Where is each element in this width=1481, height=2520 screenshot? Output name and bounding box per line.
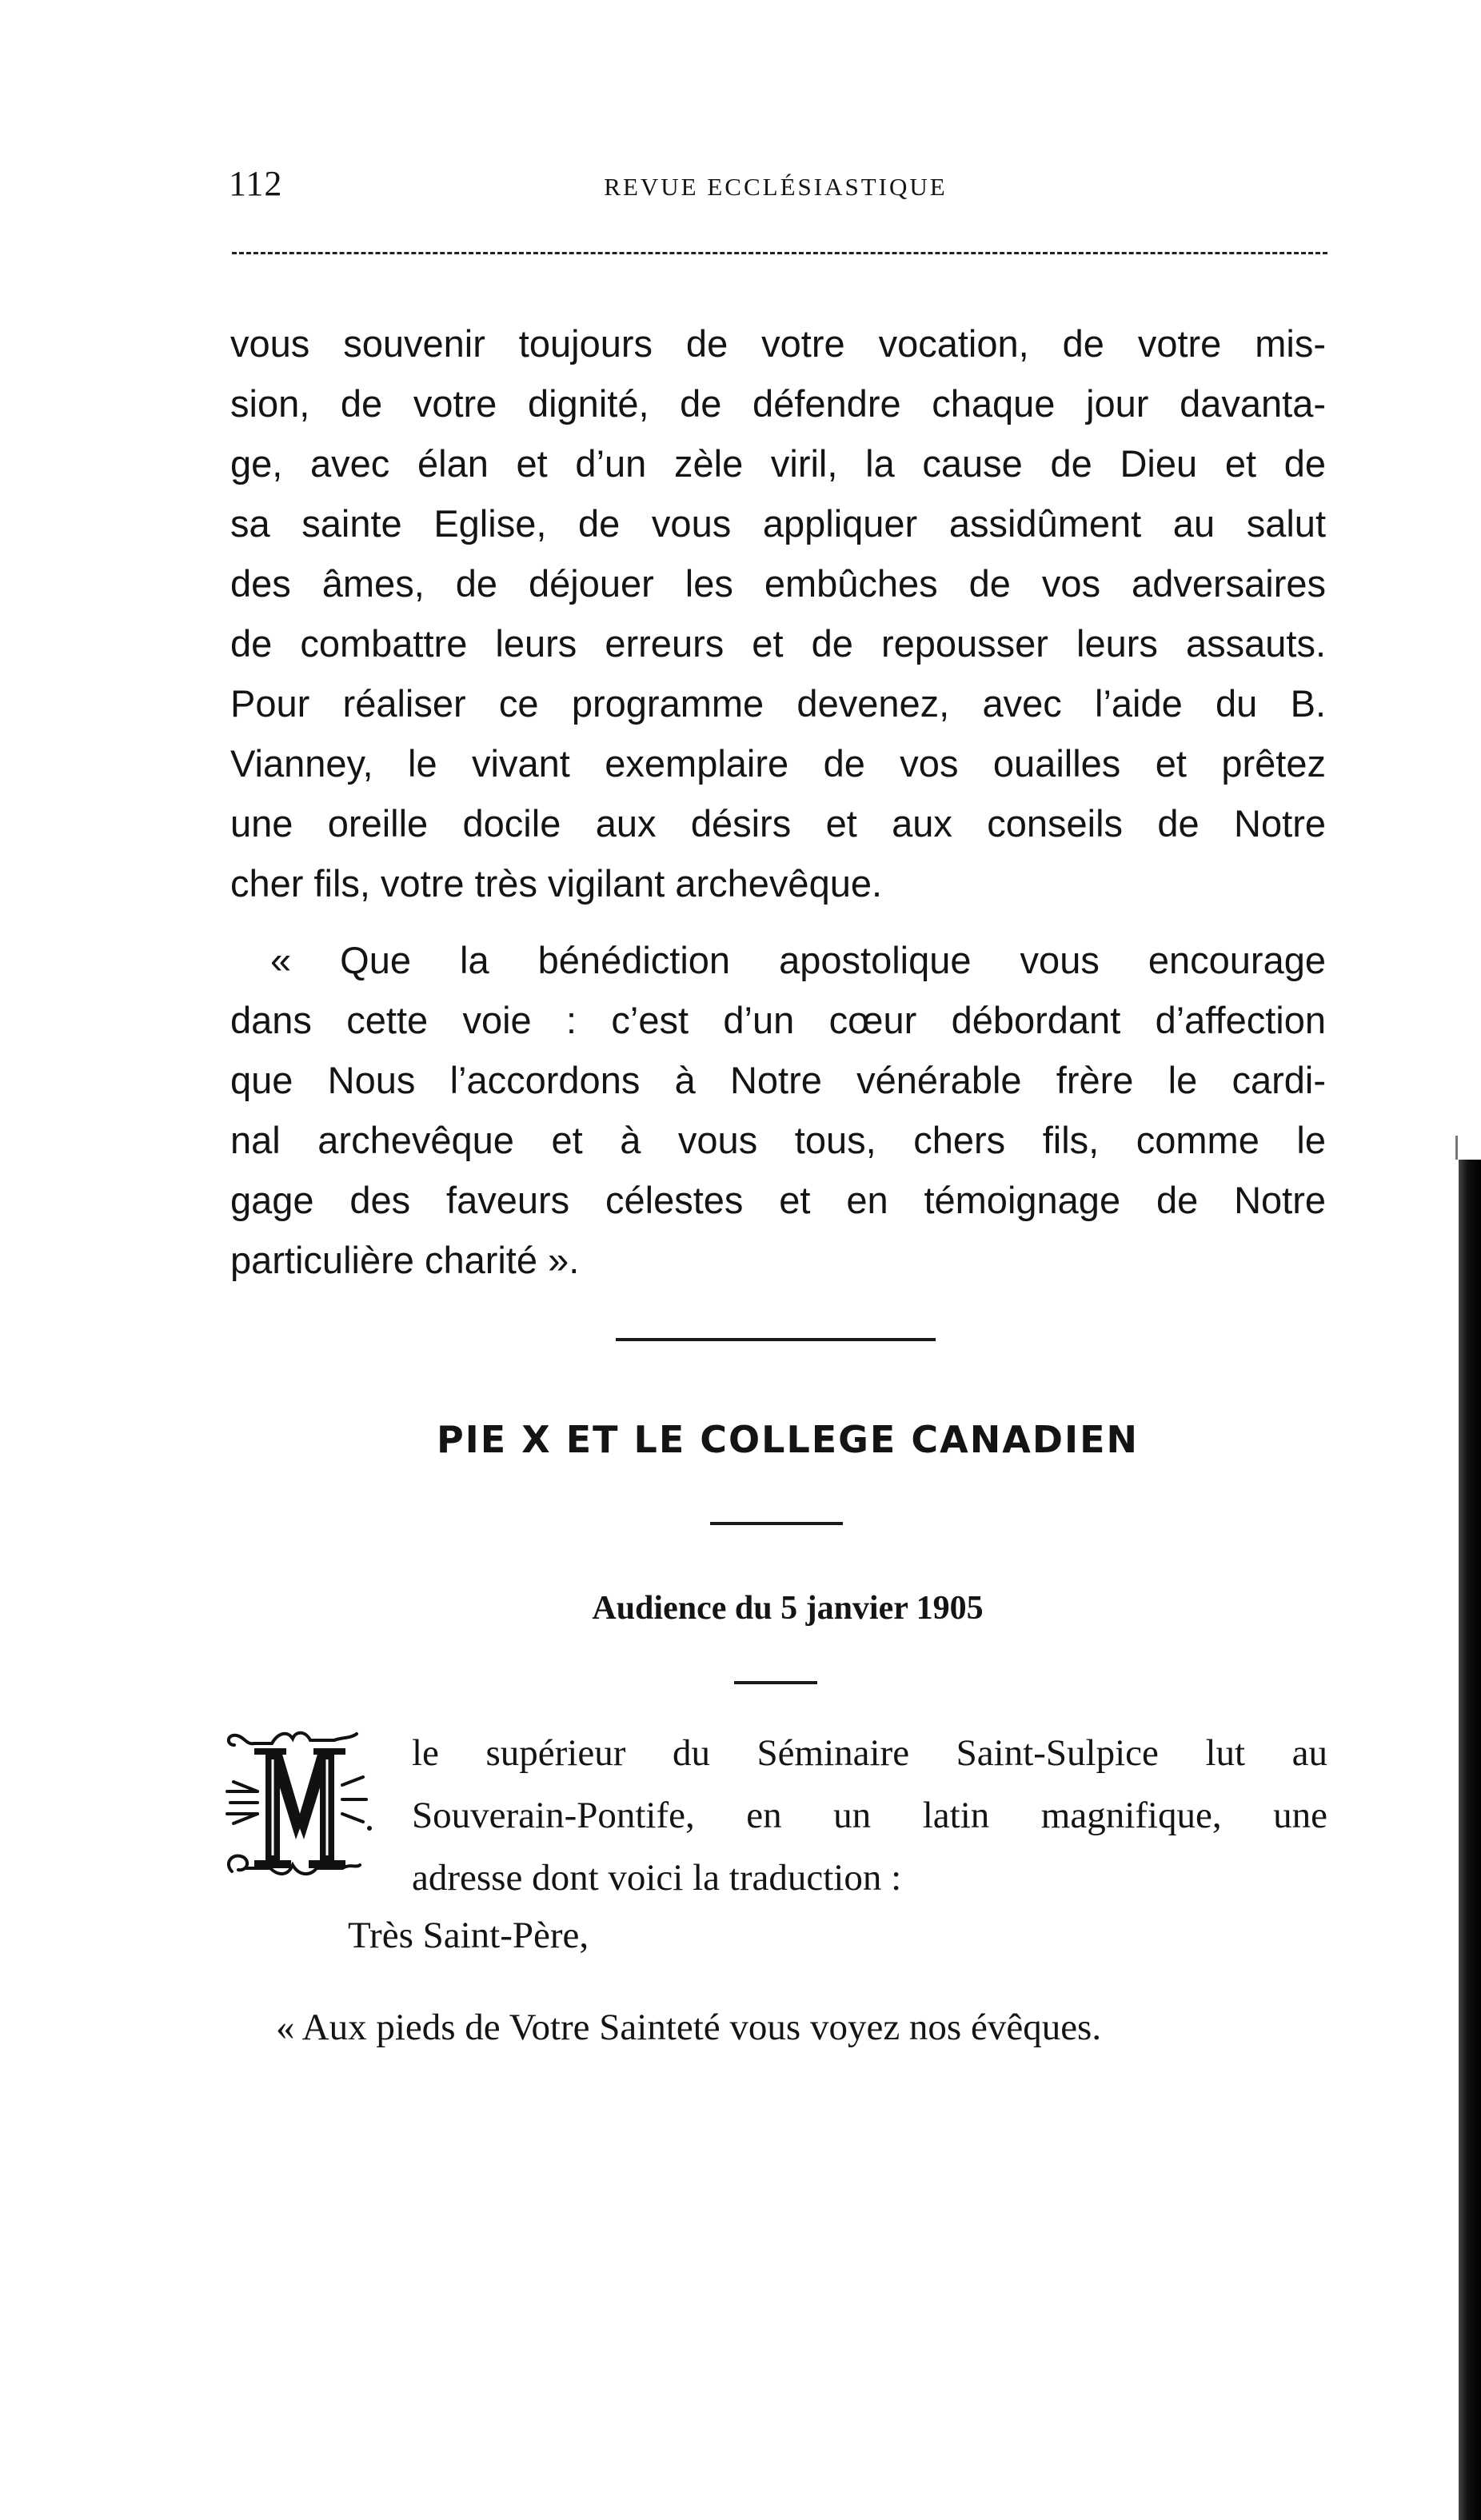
text-line: cher fils, votre très vigilant archevêque.: [230, 862, 883, 905]
text-line: sion, de votre dignité, de défendre chaque jour davanta-: [230, 382, 1326, 425]
running-head: REVUE ECCLÉSIASTIQUE: [604, 173, 948, 201]
text-line: une oreille docile aux désirs et aux conseils de Notre: [230, 802, 1326, 845]
text-line: adresse dont voici la traduction :: [412, 1857, 902, 1899]
text-line: particulière charité ».: [230, 1239, 580, 1281]
text-line: dans cette voie : c’est d’un cœur débordant d’affection: [230, 999, 1326, 1041]
text-line: Vianney, le vivant exemplaire de vos ouailles et prêtez: [230, 742, 1326, 785]
page-edge-shadow: [1459, 1160, 1481, 2520]
page-number: 112: [229, 164, 283, 203]
intro-paragraph: [412, 1722, 1327, 1909]
text-line: « Que la bénédiction apostolique vous encourage: [270, 939, 1326, 981]
section-divider-middle: [710, 1522, 843, 1525]
section-subtitle: Audience du 5 janvier 1905: [592, 1590, 984, 1627]
page-edge-tick: [1455, 1136, 1458, 1160]
ornamental-m-icon: [222, 1727, 374, 1887]
paragraph-continued: [230, 314, 1326, 913]
text-line: gage des faveurs célestes et en témoignage de Notre: [230, 1179, 1326, 1221]
text-line: de combattre leurs erreurs et de repousser leurs assauts.: [230, 622, 1326, 665]
text-line: Pour réaliser ce programme devenez, avec l’aide du B.: [230, 682, 1326, 725]
text-line: que Nous l’accordons à Notre vénérable frère le cardi-: [230, 1059, 1326, 1101]
text-line: des âmes, de déjouer les embûches de vos adversaires: [230, 562, 1326, 605]
section-title: PIE X ET LE COLLEGE CANADIEN: [436, 1418, 1140, 1461]
section-divider-bottom: [734, 1681, 817, 1684]
section-divider-top: [616, 1338, 936, 1341]
text-line: vous souvenir toujours de votre vocation, de votre mis-: [230, 322, 1326, 365]
text-line: ge, avec élan et d’un zèle viril, la cause de Dieu et de: [230, 442, 1326, 485]
text-line: Souverain-Pontife, en un latin magnifique, une: [412, 1795, 1327, 1836]
header-rule: [232, 252, 1327, 254]
salutation: Très Saint-Père,: [348, 1915, 589, 1956]
drop-cap-ornament: [222, 1727, 374, 1887]
address-opening: « Aux pieds de Votre Sainteté vous voyez nos évêques.: [276, 2007, 1102, 2048]
text-line: nal archevêque et à vous tous, chers fils, comme le: [230, 1119, 1326, 1161]
text-line: le supérieur du Séminaire Saint-Sulpice lut au: [412, 1732, 1327, 1774]
text-line: sa sainte Eglise, de vous appliquer assidûment au salut: [230, 502, 1326, 545]
paragraph-blessing: [230, 930, 1326, 1290]
